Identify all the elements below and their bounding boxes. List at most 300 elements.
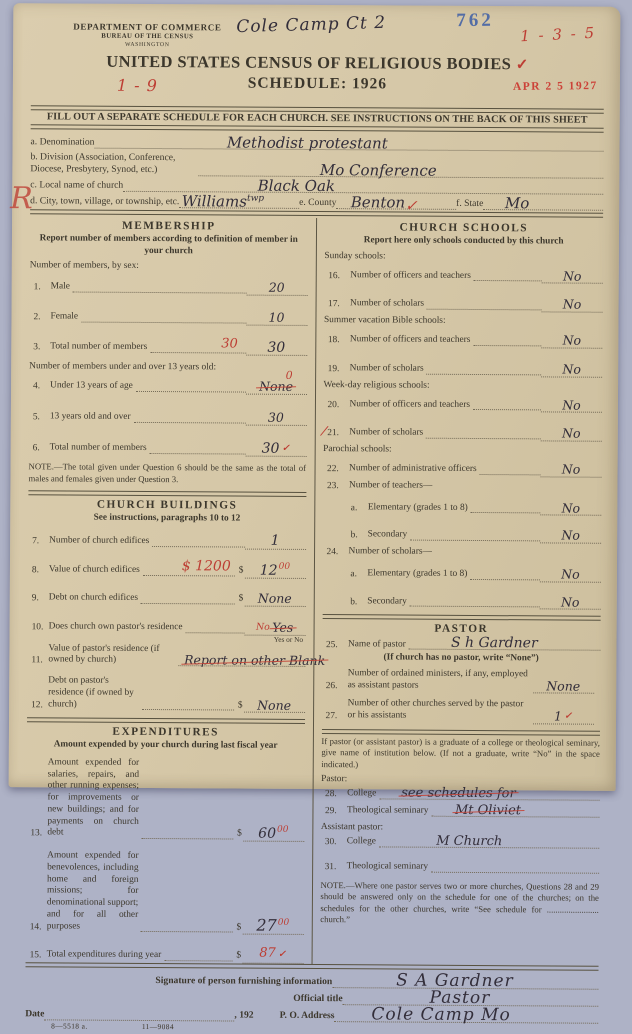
separator-expenditures (27, 718, 305, 725)
group-weekday: Week-day religious schools: (324, 380, 603, 392)
q23b-value: No (561, 528, 580, 543)
q24b-answer (540, 592, 601, 610)
q16-num: 16. (328, 271, 350, 283)
denomination-label: a. Denomination (31, 136, 95, 148)
q23a-leader (471, 502, 541, 513)
city-line (179, 195, 299, 209)
group-sunday-schools: Sunday schools: (324, 251, 603, 263)
schools-subtitle: Report here only schools conducted by this church (332, 235, 595, 248)
q10-yes-or-no: Yes or No (274, 634, 303, 643)
q18-leader (473, 335, 541, 346)
q29-label: Theological seminary (347, 805, 429, 818)
q23b-num: b. (351, 531, 368, 543)
blue-number-stamp: 762 (456, 10, 494, 32)
county-label: e. County (299, 197, 336, 209)
q1-answer (246, 278, 307, 296)
q16-row (328, 265, 603, 284)
q2-answer (246, 308, 307, 326)
q3-answer (246, 337, 307, 356)
q2-leader (81, 311, 246, 323)
q14-value-dollars: 27 (256, 916, 276, 935)
po-line (334, 1009, 598, 1024)
q6-row (33, 437, 307, 457)
city-value-sup: twp (247, 194, 264, 204)
q28-label: College (347, 788, 376, 801)
separator-pastor (322, 614, 601, 621)
bureau-line: BUREAU OF THE CENSUS (73, 33, 221, 42)
q7-answer (245, 531, 306, 550)
q8-num: 8. (32, 566, 49, 578)
q2-label: Female (50, 311, 78, 324)
q24b-label: Secondary (367, 596, 407, 609)
pastor-note: NOTE.—Where one pastor serves two or more churches, Questions 28 and 29 should be answered only on the schedule for one of the churches; on the schedules for the other churches, write “See schedule for ........................ church.” (320, 880, 599, 927)
q8-red-value: $ 1200 (182, 558, 231, 576)
denomination-line (94, 136, 603, 152)
q8-dollar-sign: $ (235, 566, 245, 579)
q14-answer (242, 914, 303, 935)
q18-answer (541, 330, 602, 348)
q23a-num: a. (351, 503, 368, 515)
q24a-value: No (561, 566, 580, 581)
q10-label: Does church own pastor's residence (49, 621, 183, 635)
q24a-num: a. (350, 569, 367, 581)
q1-value: 20 (269, 280, 285, 295)
q11-row (31, 643, 305, 669)
local-name-label: c. Local name of church (30, 179, 123, 192)
q27-check: ✓ (564, 711, 572, 722)
q7-label: Number of church edifices (49, 536, 149, 549)
q17-answer (542, 295, 603, 313)
q25-row (326, 638, 601, 653)
q24b-value: No (561, 594, 580, 609)
q13-leader (142, 828, 233, 840)
membership-note: NOTE.—The total given under Question 6 should be the same as the total of males and females given under Question 3. (28, 461, 306, 485)
footer-block (25, 973, 598, 1033)
q9-num: 9. (32, 593, 49, 605)
date-suffix: , 192 (234, 1009, 253, 1021)
q18-num: 18. (328, 335, 350, 347)
date-line (44, 1007, 234, 1021)
q19-leader (427, 363, 542, 375)
q2-num: 2. (33, 312, 50, 324)
q8-label: Value of church edifices (49, 565, 140, 578)
q19-num: 19. (328, 364, 350, 376)
graduate-note: If pastor (or assistant pastor) is a graduate of a college or theological seminary, give name of institution below. (If not a graduate, write “No” in the space indicated.) (321, 736, 600, 772)
group-members-by-sex: Number of members, by sex: (30, 260, 308, 272)
q7-value: 1 (271, 533, 280, 549)
q5-answer (245, 408, 306, 426)
q24a-answer (540, 564, 601, 582)
q31-leader (431, 862, 599, 874)
official-title-spacer (25, 1003, 293, 1005)
q14-label: Amount expended for benevolences, including home and foreign missions; for denominational support; and for all other purposes (47, 851, 139, 935)
q26-answer (533, 676, 594, 694)
q23a-label: Elementary (grades 1 to 8) (368, 502, 468, 515)
membership-title: MEMBERSHIP (30, 219, 308, 233)
q26-num: 26. (326, 681, 348, 693)
q23-row (327, 480, 602, 494)
group-members-by-age: Number of members under and over 13 years old: (29, 361, 307, 373)
q31-label: Theological seminary (347, 861, 429, 874)
q13-value (258, 825, 288, 841)
q17-label: Number of scholars (350, 299, 424, 312)
signature-spacer (25, 986, 155, 987)
q20-row (327, 394, 602, 413)
q26-label: Number of ordained ministers, if any, employed as assistant pastors (348, 668, 533, 694)
q24a-label: Elementary (grades 1 to 8) (367, 568, 467, 581)
red-check-title: ✓ (516, 57, 529, 73)
q25-num: 25. (326, 640, 348, 652)
q23b-label: Secondary (368, 530, 408, 543)
q27-value: 1 (554, 709, 562, 724)
q22-label: Number of administrative officers (349, 463, 477, 477)
q6-check: ✓ (282, 443, 290, 454)
q10-row (32, 616, 306, 635)
q7-num: 7. (32, 536, 49, 548)
handwritten-circuit-note: Cole Camp Ct 2 (236, 13, 386, 37)
county-line (336, 196, 456, 210)
po-label: P. O. Address (280, 1010, 335, 1022)
q16-value: No (563, 268, 582, 283)
q28-leader (379, 788, 599, 800)
red-margin-mark-r: R (10, 181, 33, 216)
po-value: Cole Camp Mo (371, 1004, 510, 1025)
agency-block (73, 22, 221, 50)
q4-value: None (259, 379, 293, 394)
separator-graduate (321, 729, 600, 736)
q8-row (32, 558, 306, 579)
q3-row (33, 336, 307, 356)
membership-subtitle: Report number of members according to definition of member in your church (38, 233, 300, 258)
instruction-banner: FILL OUT A SEPARATE SCHEDULE FOR EACH CHURCH. SEE INSTRUCTIONS ON THE BACK OF THIS SHEET (31, 110, 604, 127)
q24a-leader (470, 569, 540, 580)
official-title-value: Pastor (429, 987, 490, 1007)
q12-dollar-sign: $ (234, 700, 244, 713)
q23a-answer (540, 498, 601, 516)
q15-dollar-sign: $ (232, 950, 242, 963)
state-line (483, 197, 603, 211)
q6-num: 6. (33, 444, 50, 456)
q20-answer (541, 395, 602, 413)
q3-num: 3. (33, 343, 50, 355)
q1-num: 1. (34, 283, 51, 295)
q15-num: 15. (30, 950, 47, 962)
q13-value-cents: 00 (277, 825, 289, 835)
group-parochial: Parochial schools: (323, 444, 602, 456)
q17-num: 17. (328, 299, 350, 311)
q10-num: 10. (32, 622, 49, 634)
q13-value-dollars: 60 (258, 825, 276, 841)
q26-value: None (546, 678, 580, 693)
q1-leader (73, 281, 246, 293)
q8-answer (244, 560, 305, 580)
q23b-row (351, 525, 602, 544)
q13-answer (243, 823, 304, 843)
q13-label: Amount expended for salaries, repairs, and other running expenses; for improvements or new buildings; and for payments on church debt (47, 757, 139, 841)
q22-value: No (562, 462, 581, 477)
right-column (312, 218, 603, 965)
q1-row (34, 277, 308, 296)
q19-label: Number of scholars (350, 363, 424, 376)
q21-num: 21. (327, 428, 349, 440)
two-column-body (26, 216, 604, 965)
q25-value: S h Gardner (451, 635, 538, 653)
q16-leader (474, 270, 542, 281)
separator-buildings (28, 490, 306, 497)
city-label: d. City, town, village, or township, etc. (30, 195, 179, 208)
expenditures-subtitle: Amount expended by your church during last fiscal year (35, 740, 297, 753)
q27-num: 27. (326, 711, 348, 723)
q5-num: 5. (33, 412, 50, 424)
q12-answer (244, 695, 305, 713)
q8-value-cents: 00 (279, 562, 291, 572)
pastor-sublabel: Pastor: (321, 774, 600, 786)
q11-value: Report on other Blank (184, 653, 325, 669)
county-check: ✓ (405, 197, 418, 215)
q10-value: Yes (272, 620, 293, 635)
church-identification-block (30, 129, 603, 212)
q24a-row (350, 563, 601, 582)
q4-label: Under 13 years of age (50, 381, 133, 394)
group-summer-bible: Summer vacation Bible schools: (324, 315, 603, 327)
signature-row (25, 973, 598, 989)
q7-row (32, 530, 306, 550)
q21-value: No (562, 426, 581, 441)
q18-label: Number of officers and teachers (350, 334, 471, 347)
q20-leader (473, 399, 541, 410)
q21-row (327, 422, 602, 441)
q4-row (33, 375, 307, 394)
q23-num: 23. (327, 481, 349, 493)
q11-num: 11. (31, 656, 48, 668)
signature-value: S A Gardner (396, 970, 514, 991)
q5-value: 30 (268, 410, 284, 425)
q22-num: 22. (327, 464, 349, 476)
q15-answer (242, 946, 303, 964)
q6-label: Total number of members (50, 443, 147, 456)
q23-label: Number of teachers— (349, 480, 432, 493)
q28-row (325, 788, 600, 803)
q7-leader (152, 536, 244, 548)
form-title-text: UNITED STATES CENSUS OF RELIGIOUS BODIES (106, 52, 511, 73)
q23a-value: No (562, 500, 581, 515)
q30-value: M Church (436, 833, 502, 850)
q14-value (256, 916, 289, 935)
red-code-135: 1 - 3 - 5 (520, 24, 597, 45)
local-name-value: Black Oak (258, 177, 335, 195)
q30-row (325, 836, 600, 851)
q12-label: Debt on pastor's residence (if owned by church) (48, 675, 140, 712)
q29-num: 29. (325, 806, 347, 818)
schools-title: CHURCH SCHOOLS (325, 221, 604, 235)
q20-value: No (562, 397, 581, 412)
q24b-leader (410, 596, 540, 608)
form-title (31, 51, 604, 74)
q30-leader (379, 836, 599, 848)
form-header (31, 11, 605, 108)
q5-row (33, 406, 307, 425)
washington-line: WASHINGTON (73, 41, 221, 49)
q4-num: 4. (33, 381, 50, 393)
q27-label: Number of other churches served by the pastor or his assistants (348, 699, 533, 725)
form-subtitle: SCHEDULE: 1926 (31, 73, 604, 94)
q5-label: 13 years old and over (50, 411, 131, 424)
q16-label: Number of officers and teachers (350, 270, 471, 283)
q4-answer (246, 377, 307, 395)
q9-leader (141, 593, 235, 605)
q6-value: 30 (262, 440, 280, 456)
q14-value-cents: 00 (278, 918, 290, 928)
red-code-19: 1 - 9 (117, 76, 158, 96)
buildings-subtitle: See instructions, paragraphs 10 to 12 (36, 512, 298, 525)
q2-row (33, 306, 307, 325)
q21-label: Number of scholars (349, 428, 423, 441)
q19-answer (541, 359, 602, 377)
q14-num: 14. (30, 922, 47, 934)
city-value-text: Williams (182, 192, 247, 210)
q6-answer (245, 438, 306, 457)
left-column (26, 216, 317, 963)
q11-leader (178, 655, 305, 667)
q10-red-no: No (256, 622, 270, 633)
denomination-value: Methodist protestant (227, 133, 388, 152)
census-schedule-document (9, 3, 621, 791)
q23b-leader (410, 530, 540, 542)
q12-row (31, 675, 305, 713)
q6-leader (150, 443, 246, 455)
q9-value: None (258, 591, 292, 606)
q20-label: Number of officers and teachers (349, 399, 470, 412)
q29-value: Mt Oliviet (455, 803, 521, 820)
q16-answer (542, 266, 603, 284)
q26-row (326, 668, 601, 694)
received-date-stamp: APR 2 5 1927 (513, 80, 598, 93)
q4-leader (136, 381, 246, 393)
q12-num: 12. (31, 700, 48, 712)
q19-row (328, 358, 603, 377)
q29-row (325, 805, 600, 820)
form-number-1: 8—5518 a. (51, 1021, 88, 1030)
q17-value: No (563, 297, 582, 312)
q22-row (327, 458, 602, 477)
date-label: Date (25, 1008, 44, 1020)
q10-leader (185, 622, 244, 633)
q15-leader (164, 950, 232, 961)
q15-value: 87 (259, 946, 276, 961)
county-value-text: Benton (351, 193, 405, 211)
q3-red-value: 30 (221, 336, 238, 352)
q30-num: 30. (325, 837, 347, 849)
expenditures-title: EXPENDITURES (27, 726, 305, 740)
q9-label: Debt on church edifices (49, 592, 138, 605)
q15-label: Total expenditures during year (47, 949, 162, 962)
q17-leader (427, 299, 542, 311)
city-value (182, 192, 264, 211)
q24b-row (350, 591, 601, 610)
signature-label: Signature of person furnishing information (155, 975, 332, 988)
form-number-2: 11—9084 (142, 1022, 174, 1031)
pastor-title: PASTOR (322, 622, 601, 636)
q9-answer (244, 589, 305, 607)
q21-margin-mark: / (320, 424, 328, 441)
field-city-county-state (30, 194, 603, 211)
q25-leader (409, 639, 601, 651)
q23b-answer (540, 526, 601, 544)
q18-row (328, 329, 603, 348)
q11-label: Value of pastor's residence (if owned by church) (48, 643, 175, 668)
q15-check: ✓ (278, 949, 286, 960)
state-label: f. State (456, 198, 483, 210)
field-local-name (30, 178, 603, 195)
buildings-title: CHURCH BUILDINGS (28, 498, 306, 512)
q18-value: No (563, 333, 582, 348)
q12-value: None (257, 697, 291, 712)
q14-row (30, 850, 304, 935)
q13-dollar-sign: $ (233, 829, 243, 842)
q22-leader (480, 464, 541, 475)
q31-num: 31. (325, 862, 347, 874)
county-value (351, 193, 405, 211)
q14-dollar-sign: $ (233, 922, 243, 935)
q13-num: 13. (30, 829, 47, 841)
q21-answer (541, 424, 602, 442)
field-denomination (31, 135, 604, 151)
q17-row (328, 293, 603, 312)
state-value: Mo (505, 194, 530, 212)
q22-answer (541, 459, 602, 477)
q4-red-zero: 0 (286, 369, 293, 383)
q29-leader (431, 806, 599, 818)
q24-label: Number of scholars— (349, 546, 432, 559)
q24-num: 24. (327, 547, 349, 559)
assistant-sublabel: Assistant pastor: (321, 822, 600, 834)
q25-label: Name of pastor (348, 639, 406, 652)
q3-value: 30 (267, 339, 285, 355)
department-line: DEPARTMENT OF COMMERCE (73, 22, 221, 34)
q20-num: 20. (327, 400, 349, 412)
division-value: Mo Conference (320, 161, 437, 180)
q24b-num: b. (350, 597, 367, 609)
division-label: b. Division (Association, Conference, Diocese, Presbytery, Synod, etc.) (30, 151, 198, 176)
official-title-label: Official title (293, 993, 342, 1005)
q27-row (326, 699, 601, 725)
q27-answer (533, 707, 594, 725)
q12-leader (142, 699, 233, 711)
q23a-row (351, 497, 602, 516)
q24-row (327, 546, 602, 560)
q19-value: No (562, 361, 581, 376)
q2-value: 10 (268, 310, 284, 325)
q5-leader (134, 412, 246, 424)
q9-dollar-sign: $ (235, 594, 245, 607)
official-title-row (25, 990, 598, 1007)
q1-label: Male (51, 282, 70, 295)
q3-label: Total number of members (50, 342, 147, 355)
q14-leader (141, 921, 232, 933)
q9-row (32, 587, 306, 606)
q10-answer (244, 617, 305, 635)
q30-label: College (347, 836, 376, 849)
q3-leader (150, 342, 246, 354)
q28-num: 28. (325, 789, 347, 801)
q15-row (30, 945, 304, 964)
q25-note: (If church has no pastor, write “None”) (330, 652, 593, 665)
q21-leader (426, 428, 541, 440)
field-division (30, 151, 603, 178)
q31-row (325, 861, 600, 876)
q8-value (260, 562, 290, 578)
q8-leader (143, 565, 235, 577)
